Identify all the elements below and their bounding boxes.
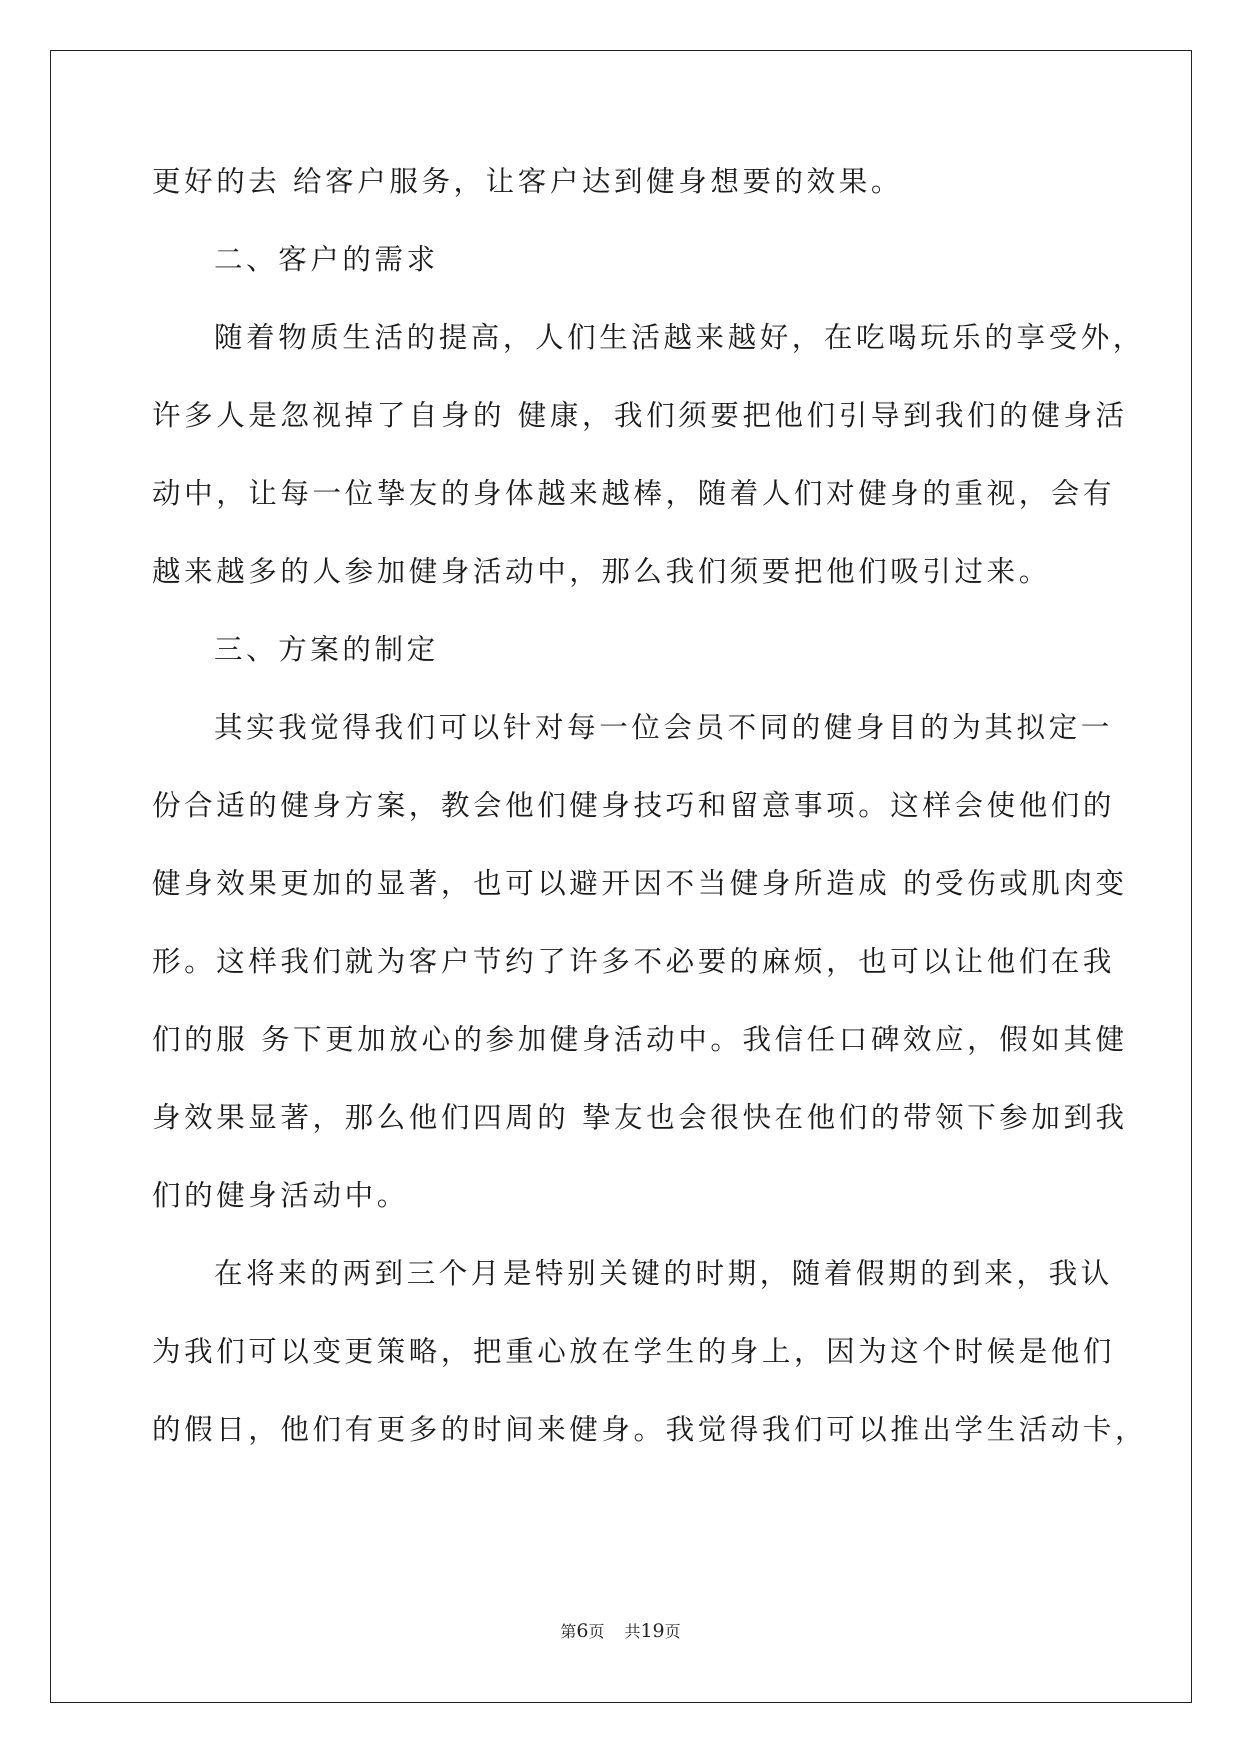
page-suffix: 页: [588, 1622, 605, 1641]
text-line: 的假日，他们有更多的时间来健身。我觉得我们可以推出学生活动卡，: [152, 1413, 1148, 1446]
text-line: 形。这样我们就为客户节约了许多不必要的麻烦，也可以让他们在我: [152, 945, 1116, 978]
text-line: 随着物质生活的提高，人们生活越来越好，在吃喝玩乐的享受外，: [214, 321, 1145, 354]
text-line: 在将来的两到三个月是特别关键的时期，随着假期的到来，我认: [214, 1257, 1113, 1290]
text-line: 们的服 务下更加放心的参加健身活动中。我信任口碑效应，假如其健: [152, 1023, 1128, 1056]
total-suffix: 页: [664, 1622, 681, 1641]
text-line: 许多人是忽视掉了自身的 健康，我们须要把他们引导到我们的健身活: [152, 399, 1128, 432]
total-prefix: 共: [624, 1622, 641, 1641]
section-heading: 二、客户的需求: [214, 243, 439, 276]
text-line: 身效果显著，那么他们四周的 挚友也会很快在他们的带领下参加到我: [152, 1101, 1128, 1134]
page-number: 6: [576, 1620, 589, 1642]
text-line: 为我们可以变更策略，把重心放在学生的身上，因为这个时候是他们: [152, 1335, 1116, 1368]
text-line: 越来越多的人参加健身活动中，那么我们须要把他们吸引过来。: [152, 555, 1051, 588]
page-footer: [0, 1619, 1241, 1642]
text-line: 更好的去 给客户服务，让客户达到健身想要的效果。: [152, 165, 903, 198]
section-heading: 三、方案的制定: [214, 633, 439, 666]
text-line: 健身效果更加的显著，也可以避开因不当健身所造成 的受伤或肌肉变: [152, 867, 1128, 900]
total-pages: 19: [640, 1620, 665, 1642]
text-line: 份合适的健身方案，教会他们健身技巧和留意事项。这样会使他们的: [152, 789, 1116, 822]
text-line: 动中，让每一位挚友的身体越来越棒，随着人们对健身的重视，会有: [152, 477, 1116, 510]
text-line: 其实我觉得我们可以针对每一位会员不同的健身目的为其拟定一: [214, 711, 1113, 744]
text-line: 们的健身活动中。: [152, 1179, 409, 1212]
page-prefix: 第: [560, 1622, 577, 1641]
